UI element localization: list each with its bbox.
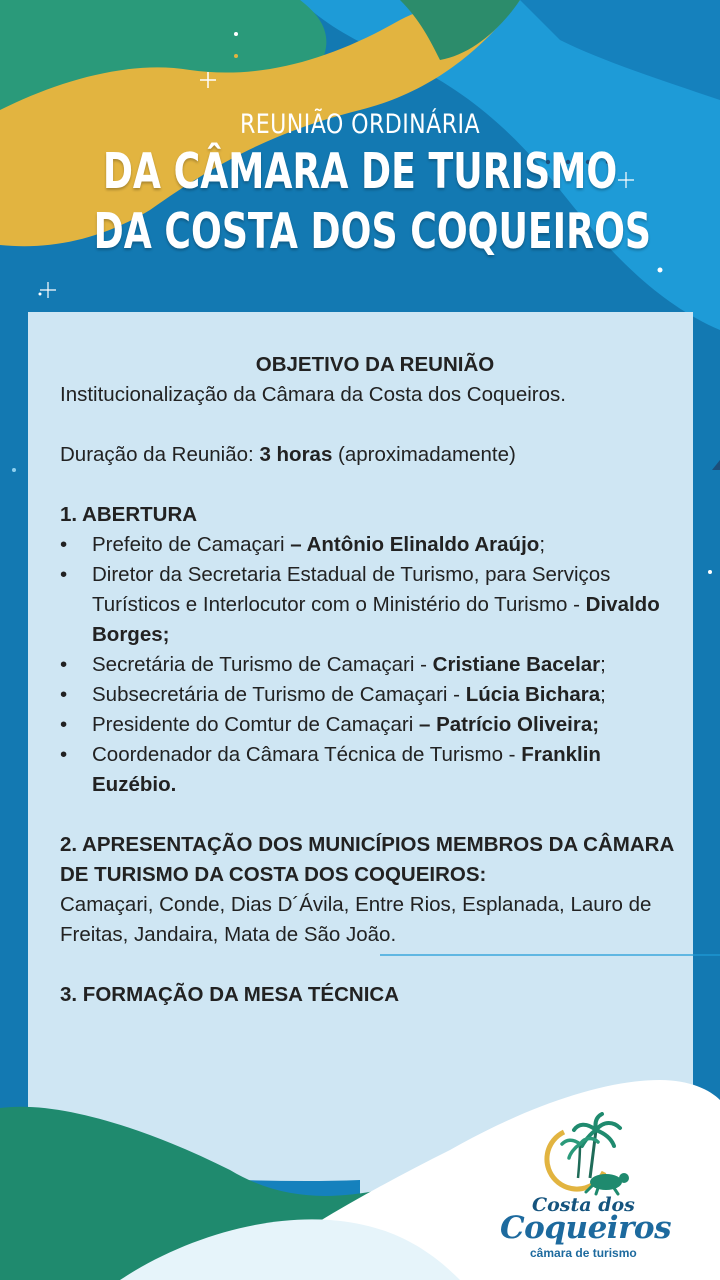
title-line-1: DA CÂMARA DE TURISMO: [102, 143, 618, 200]
duration-value: 3 horas: [259, 443, 333, 466]
item-name: Lúcia Bichara: [465, 683, 601, 706]
item-end: ;: [539, 533, 546, 556]
list-item: [60, 650, 690, 680]
meeting-kicker: REUNIÃO ORDINÁRIA: [239, 109, 481, 140]
meeting-content: [60, 350, 690, 1010]
item-role: Subsecretária de Turismo de Camaçari -: [92, 683, 466, 706]
duration-line: [60, 440, 690, 470]
objective-text: Institucionalização da Câmara da Costa dos Coqueiros.: [60, 383, 566, 406]
item-end: ;: [600, 653, 606, 676]
item-name: Franklin Euzébio.: [92, 743, 601, 796]
duration-label: Duração da Reunião:: [60, 443, 260, 466]
item-role: Secretária de Turismo de Camaçari -: [92, 653, 433, 676]
logo-text-costa: Costa dos: [532, 1194, 635, 1216]
objective-heading: OBJETIVO DA REUNIÃO: [255, 353, 495, 376]
item-role: Diretor da Secretaria Estadual de Turismo, para Serviços Turísticos e Interlocutor com o Ministério do Turismo -: [92, 563, 611, 616]
title-line-2: DA COSTA DOS COQUEIROS: [93, 203, 652, 260]
list-item: [60, 680, 690, 710]
palm-turtle-icon: [494, 1112, 670, 1202]
duration-suffix: (aproximadamente): [332, 443, 516, 466]
item-name: Divaldo Borges;: [92, 593, 660, 646]
item-name: – Antônio Elinaldo Araújo: [290, 533, 540, 556]
logo-text-camara: câmara de turismo: [530, 1246, 637, 1260]
list-item: [60, 560, 690, 650]
section2-text: Camaçari, Conde, Dias D´Ávila, Entre Rios, Esplanada, Lauro de Freitas, Jandaira, Mata de São João.: [60, 893, 652, 946]
item-role: Presidente do Comtur de Camaçari: [92, 713, 420, 736]
list-item: [60, 710, 690, 740]
item-name: Cristiane Bacelar: [432, 653, 601, 676]
item-role: Coordenador da Câmara Técnica de Turismo -: [92, 743, 522, 766]
costa-dos-coqueiros-logo: [494, 1112, 670, 1262]
list-item: [60, 740, 690, 800]
logo-text-coqueiros: Coqueiros: [500, 1210, 672, 1246]
item-name: – Patrício Oliveira;: [419, 713, 600, 736]
item-role: Prefeito de Camaçari: [92, 533, 291, 556]
item-end: ;: [600, 683, 606, 706]
section1-heading: 1. ABERTURA: [60, 503, 198, 526]
list-item: [60, 530, 690, 560]
opening-list: [60, 530, 690, 800]
section3-heading: 3. FORMAÇÃO DA MESA TÉCNICA: [60, 983, 400, 1006]
section2-heading: 2. APRESENTAÇÃO DOS MUNICÍPIOS MEMBROS DA CÂMARA DE TURISMO DA COSTA DOS COQUEIROS:: [60, 833, 674, 886]
